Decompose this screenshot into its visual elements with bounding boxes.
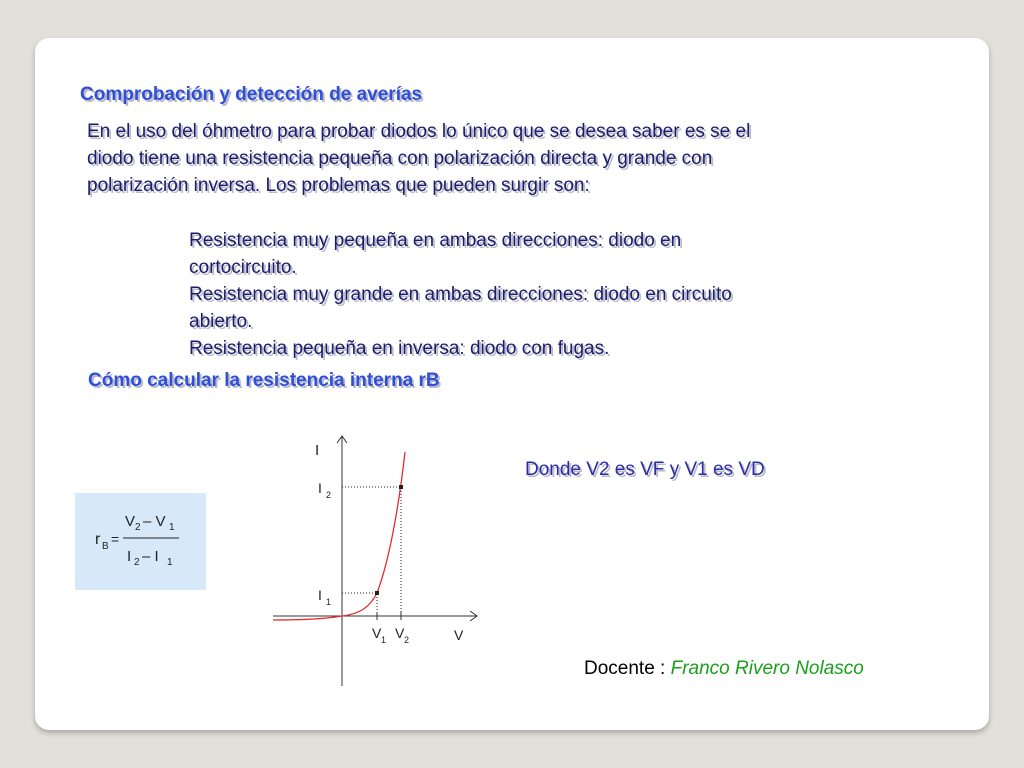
problem-line: Resistencia pequeña en inversa: diodo con fugas. [189,338,610,359]
diode-iv-graph [270,434,485,690]
problem-line: cortocircuito. [189,257,297,278]
point-v2-i2 [399,485,403,489]
formula-num-v1: – V [143,513,166,530]
formula-equals: = [111,531,120,547]
formula-lhs: r [95,531,101,548]
v2-sub: 2 [404,635,410,645]
diode-characteristic-curve [273,452,405,620]
teacher-label: Docente : [584,658,671,679]
point-v1-i1 [375,591,379,595]
formula-rb [75,493,206,590]
formula-num-v2: V [125,513,136,530]
teacher-name: Franco Rivero Nolasco [670,658,864,679]
x-axis-label: V [454,627,464,643]
formula-lhs-sub: B [102,541,109,552]
problem-line: abierto. [189,311,253,332]
v1-label: V [372,625,382,641]
formula-den-i2: I [127,548,132,565]
section-heading-internal-resistance: Cómo calcular la resistencia interna rB [88,370,440,391]
i1-v1-guide [342,593,377,616]
formula-num-v1-sub: 1 [169,522,175,533]
formula-den-i1: – I [142,548,159,565]
formula-num-v2-sub: 2 [135,522,141,533]
note-v2-v1: Donde V2 es VF y V1 es VD [525,459,765,480]
formula-den-i1-sub: 1 [167,557,173,568]
problem-line: Resistencia muy pequeña en ambas direcciones: diodo en [189,230,682,251]
intro-line: polarización inversa. Los problemas que pueden surgir son: [87,175,590,196]
y-axis-label: I [315,442,320,459]
i2-sub: 2 [326,490,332,500]
teacher-credit [584,658,864,680]
intro-paragraph [87,118,907,199]
formula-box [75,493,206,590]
i2-v2-guide [342,487,401,616]
v1-sub: 1 [381,635,387,645]
problems-list [189,227,869,362]
i2-label: I [318,480,322,496]
v2-label: V [395,625,405,641]
intro-line: En el uso del óhmetro para probar diodos lo único que se desea saber es se el [87,121,751,142]
slide [35,38,989,730]
i1-label: I [318,587,322,603]
section-heading-fault-detection: Comprobación y detección de averías [80,84,423,105]
intro-line: diodo tiene una resistencia pequeña con polarización directa y grande con [87,148,713,169]
problem-line: Resistencia muy grande en ambas direcciones: diodo en circuito [189,284,732,305]
i1-sub: 1 [326,597,332,607]
formula-den-i2-sub: 2 [134,557,140,568]
